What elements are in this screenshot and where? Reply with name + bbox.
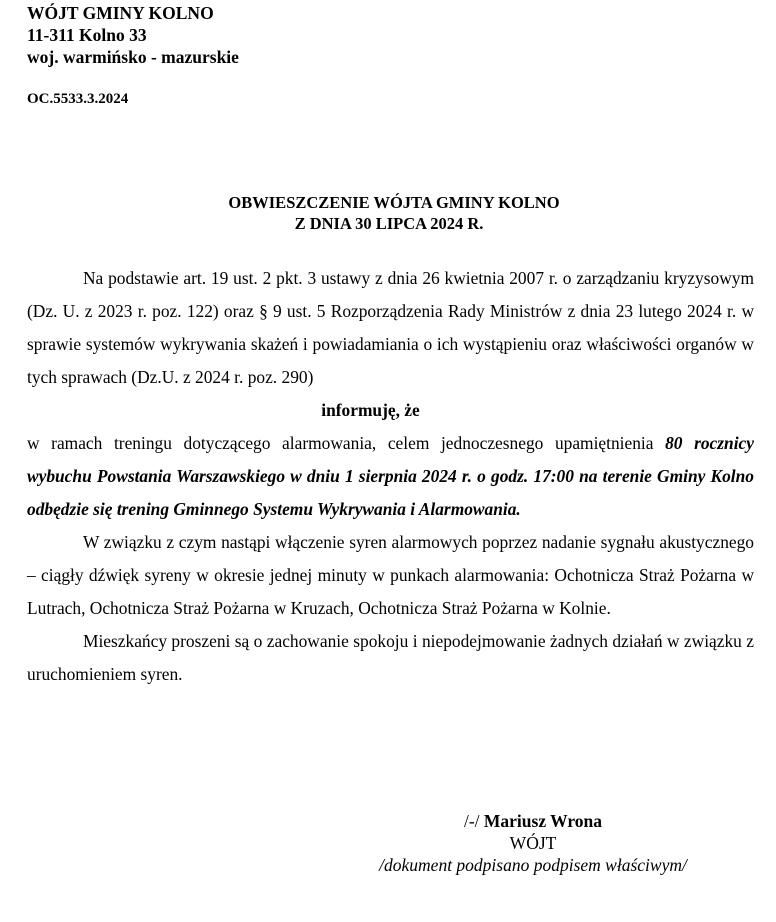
signature-name-line: [360, 810, 706, 832]
document-title: [0, 192, 776, 234]
announcement-emphasis: 80 rocznicy wybuchu Powstania Warszawskiego w dniu 1 sierpnia 2024 r. o godz. 17:00 na terenie Gminy Kolno odbędzie się trening Gminnego Systemu Wykrywania i Alarmowania.: [27, 433, 754, 519]
sender-block: [27, 2, 239, 68]
paragraph-legal-basis: Na podstawie art. 19 ust. 2 pkt. 3 ustawy z dnia 26 kwietnia 2007 r. o zarządzaniu kryzysowym (Dz. U. z 2023 r. poz. 122) oraz § 9 ust. 5 Rozporządzenia Rady Ministrów z dnia 23 lutego 2024 r. w sprawie systemów wykrywania skażeń i powiadamiania o ich wystąpieniu oraz właściwości organów w tych sprawach (Dz.U. z 2024 r. poz. 290): [27, 268, 754, 387]
signature-name: Mariusz Wrona: [483, 811, 603, 831]
signature-role: WÓJT: [509, 833, 557, 853]
authority-region: woj. warmińsko - mazurskie: [27, 47, 239, 67]
authority-name: WÓJT GMINY KOLNO: [27, 3, 214, 23]
authority-address: 11-311 Kolno 33: [27, 25, 147, 45]
inform-row: [27, 394, 754, 427]
signature-block: [360, 810, 706, 876]
signature-note: /dokument podpisano podpisem właściwym/: [379, 855, 687, 875]
paragraph-residents: Mieszkańcy proszeni są o zachowanie spokoju i niepodejmowanie żadnych działań w związku z uruchomieniem syren.: [27, 631, 754, 684]
paragraph-announcement: [27, 427, 754, 526]
signature-prefix: /-/: [463, 811, 484, 831]
document-body: [27, 262, 754, 691]
reference-number: OC.5533.3.2024: [27, 91, 129, 107]
inform-phrase: informuję, że: [321, 400, 420, 420]
paragraph-sirens: W związku z czym nastąpi włączenie syren alarmowych poprzez nadanie sygnału akustycznego – ciągły dźwięk syreny w okresie jednej minuty w punkach alarmowania: Ochotnicza Straż Pożarna w Lutrach, Ochotnicza Straż Pożarna w Kruzach, Ochotnicza Straż Pożarna w Kolnie.: [27, 532, 754, 618]
announcement-text: w ramach treningu dotyczącego alarmowania, celem jednoczesnego upamiętnienia: [27, 433, 666, 453]
title-line-2: Z DNIA 30 LIPCA 2024 R.: [294, 214, 484, 233]
title-line-1: OBWIESZCZENIE WÓJTA GMINY KOLNO: [228, 193, 560, 212]
